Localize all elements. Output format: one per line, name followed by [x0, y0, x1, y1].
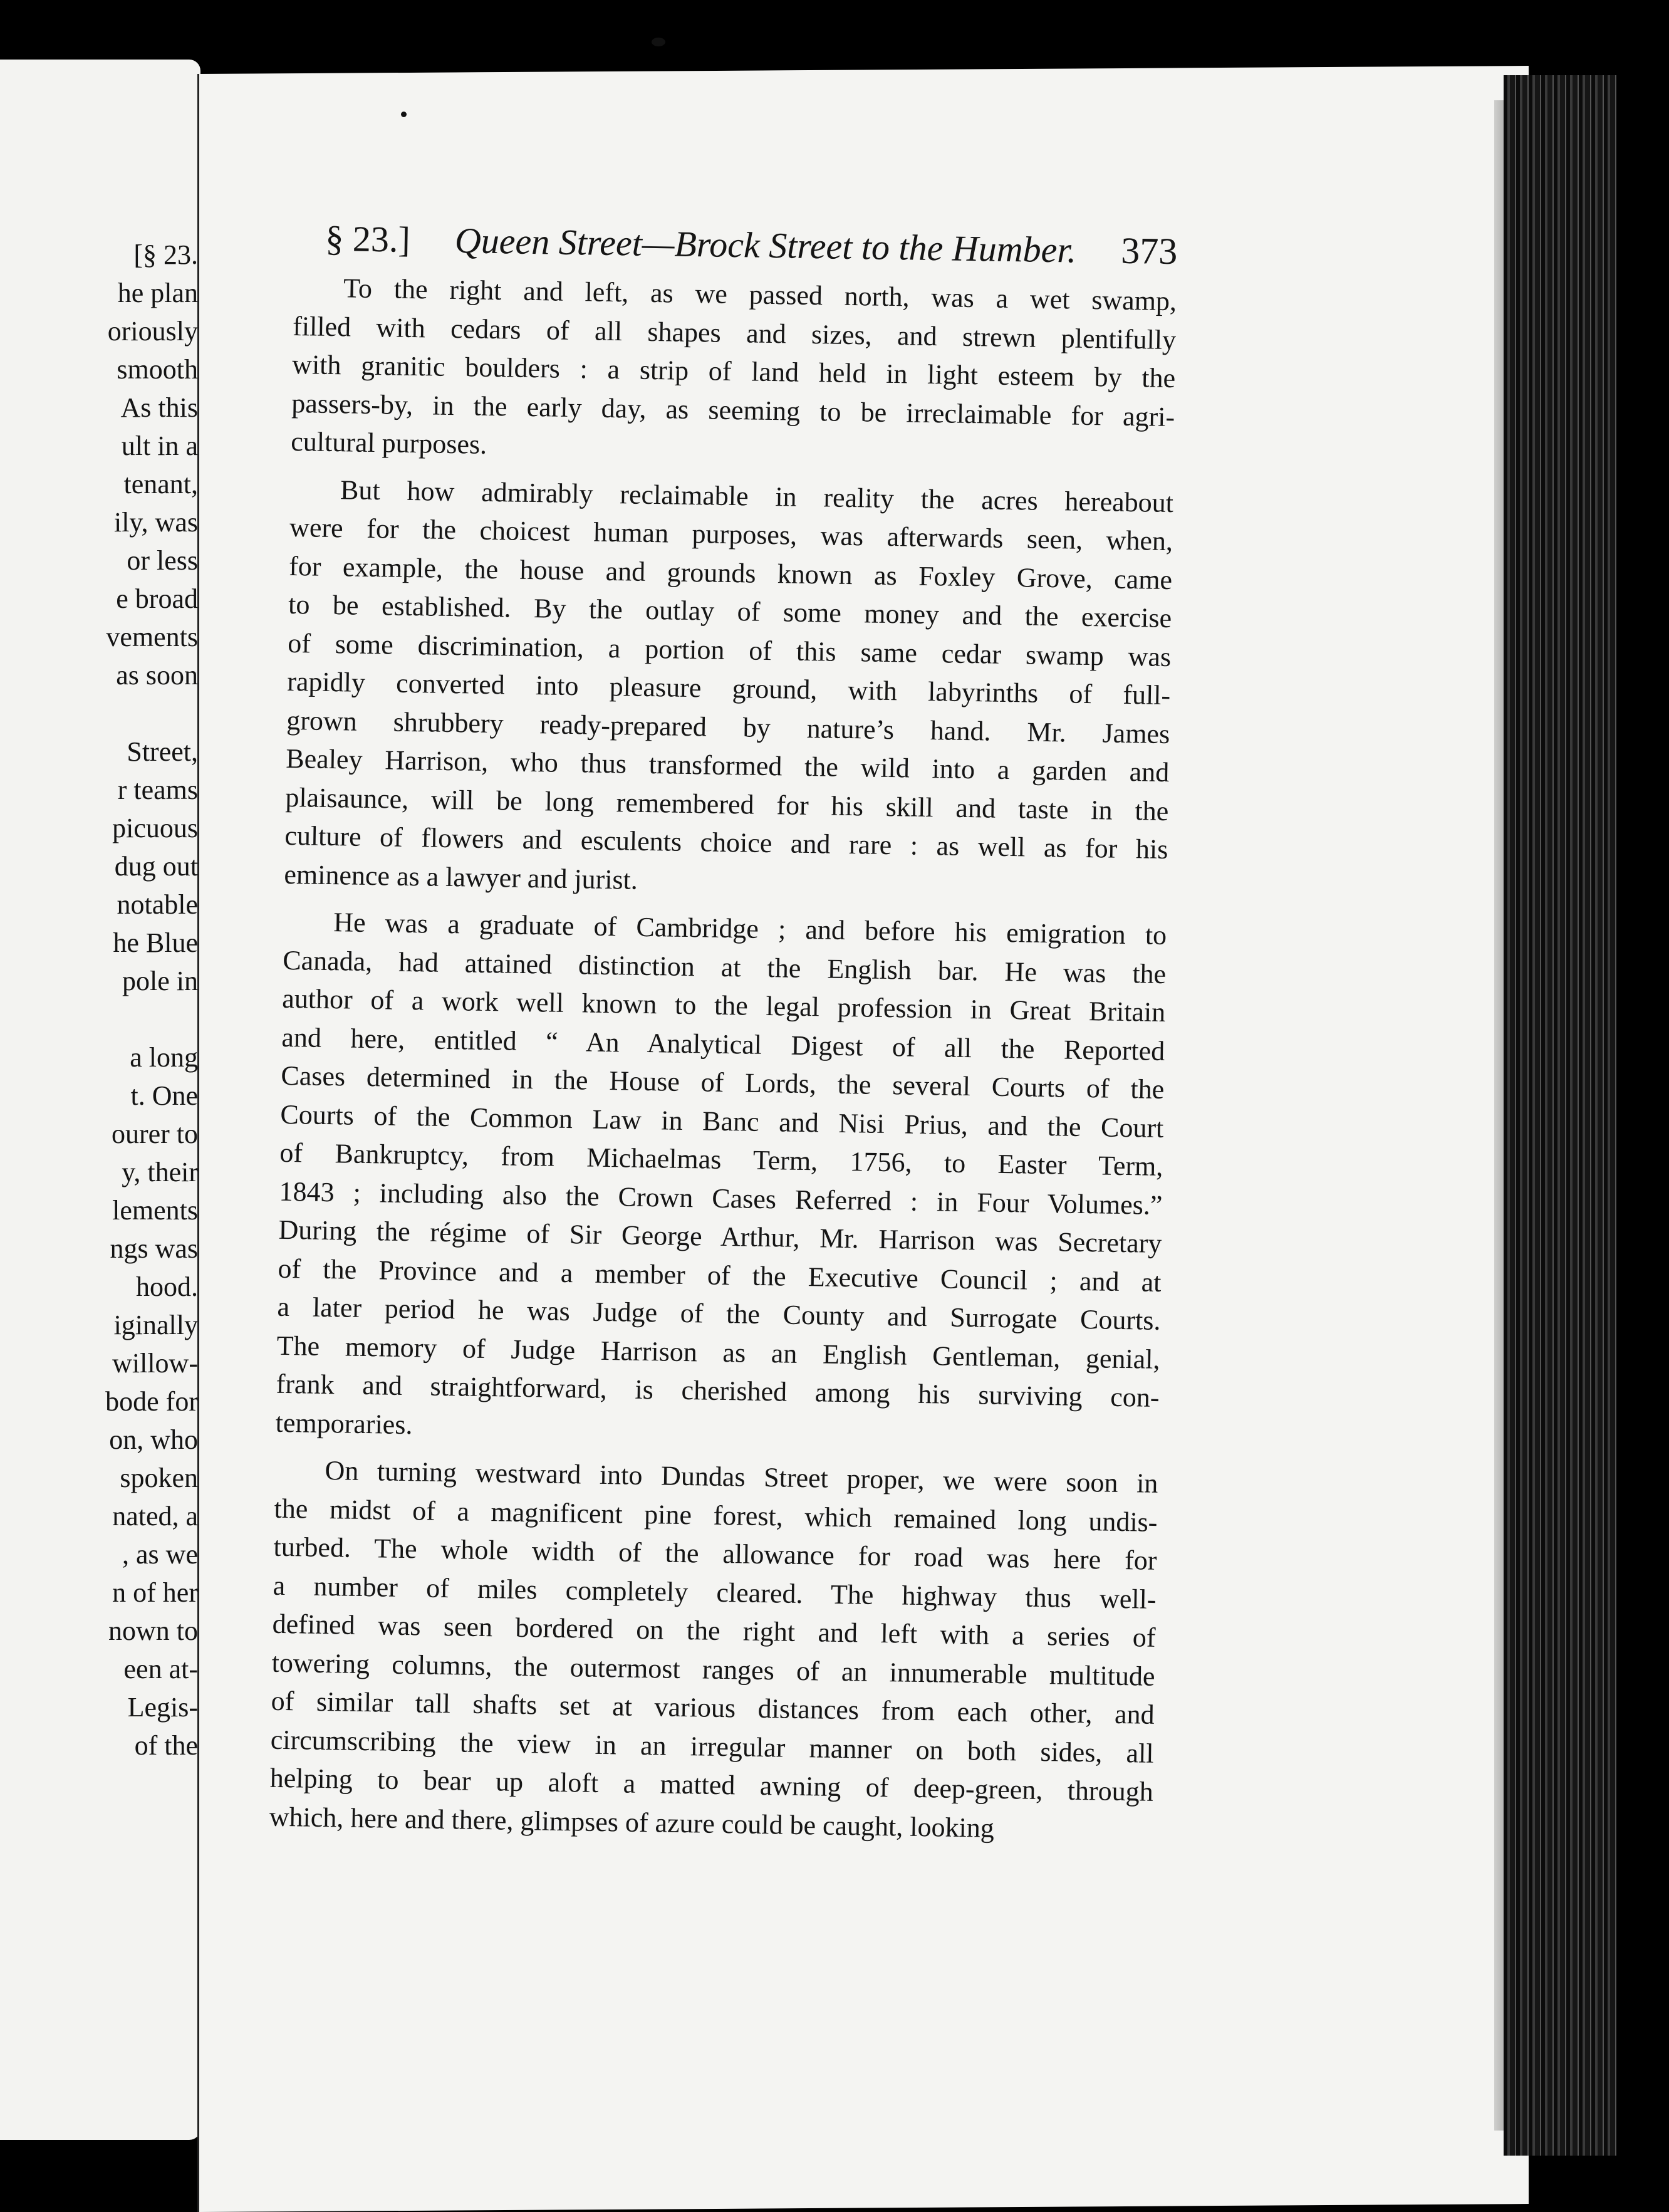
ink-speck [401, 112, 407, 117]
left-page-line: spoken [120, 1463, 198, 1493]
left-page-line: smooth [117, 354, 198, 385]
text-line: He was a graduate of Cambridge ; and before his emigration to [333, 907, 1167, 951]
left-page-line: willow- [112, 1348, 198, 1379]
text-line: rapidly converted into pleasure ground, with labyrinths of full- [286, 665, 1171, 711]
left-page-line: he plan [117, 278, 198, 308]
page-content [269, 216, 1177, 1850]
left-page-line: [§ 23. [133, 239, 198, 270]
left-page-line: picuous [112, 813, 198, 843]
text-line: On turning westward into Dundas Street proper, we were soon in [325, 1455, 1158, 1499]
text-line: Cases determined in the House of Lords, the several Courts of the [281, 1060, 1165, 1105]
left-page-line: or less [127, 545, 198, 576]
left-page-line: iginally [113, 1310, 198, 1340]
text-line: grown shrubbery ready-prepared by nature’s hand. Mr. James [286, 704, 1170, 749]
text-line: 1843 ; including also the Crown Cases Referred : in Four Volumes.” [279, 1176, 1163, 1221]
section-mark: § 23.] [325, 217, 411, 260]
text-line: Bealey Harrison, who thus transformed the wild into a garden and [286, 743, 1170, 788]
text-line: of Bankruptcy, from Michaelmas Term, 1756, to Easter Term, [279, 1137, 1163, 1182]
page-number: 373 [1120, 229, 1178, 273]
left-page-line: r teams [117, 775, 198, 805]
left-page-line: Street, [127, 736, 198, 767]
left-page-line: t. One [130, 1080, 198, 1111]
text-line: author of a work well known to the legal profession in Great Britain [282, 983, 1166, 1028]
left-page-line: nown to [108, 1615, 198, 1646]
text-line: a later period he was Judge of the County and Surrogate Courts. [277, 1291, 1161, 1336]
ink-speck [652, 38, 665, 46]
body-text [269, 268, 1177, 1850]
text-line: plaisaunce, will be long remembered for his skill and taste in the [285, 781, 1169, 827]
text-line: cultural purposes. [290, 425, 487, 460]
left-page-line: dug out [114, 851, 198, 882]
text-line: temporaries. [275, 1407, 413, 1440]
text-line: The memory of Judge Harrison as an English Gentleman, genial, [276, 1330, 1160, 1375]
paragraph [269, 1451, 1158, 1850]
text-line: passers-by, in the early day, as seeming to be irreclaimable for agri- [291, 387, 1175, 432]
left-page-line: ourer to [111, 1119, 198, 1149]
left-page-line: pole in [122, 966, 198, 996]
left-page-line: oriously [107, 316, 198, 347]
text-line: turbed. The whole width of the allowance for road was here for [273, 1531, 1157, 1576]
left-page-line: n of her [112, 1577, 198, 1608]
left-page-line: ngs was [110, 1233, 198, 1264]
text-line: circumscribing the view in an irregular manner on both sides, all [270, 1724, 1155, 1769]
text-line: towering columns, the outermost ranges of an innumerable multitude [271, 1647, 1155, 1692]
text-line: To the right and left, as we passed north, was a wet swamp, [343, 273, 1177, 317]
text-line: defined was seen bordered on the right and left with a series of [272, 1608, 1156, 1653]
left-page-line: As this [120, 392, 198, 423]
paragraph [291, 268, 1177, 475]
text-line: But how admirably reclaimable in reality the acres hereabout [340, 474, 1174, 518]
text-line: filled with cedars of all shapes and sizes, and strewn plentifully [292, 310, 1177, 355]
left-page-line: he Blue [113, 927, 198, 958]
text-line: During the régime of Sir George Arthur, Mr. Harrison was Secretary [278, 1214, 1162, 1259]
text-line: for example, the house and grounds known as Foxley Grove, came [288, 550, 1173, 595]
text-line: and here, entitled “ An Analytical Digest of all the Reported [281, 1021, 1165, 1067]
text-line: Canada, had attained distinction at the English bar. He was the [282, 944, 1167, 989]
left-page-line: lements [112, 1195, 198, 1226]
text-line: helping to bear up aloft a matted awning of deep-green, through [269, 1762, 1154, 1807]
left-page-line: bode for [105, 1386, 198, 1417]
left-page-line: on, who [109, 1424, 198, 1455]
left-page-line: as soon [116, 660, 198, 691]
left-page-line: vements [106, 622, 198, 652]
text-line: which, here and there, glimpses of azure could be caught, looking [269, 1801, 995, 1844]
left-page-line: tenant, [123, 469, 198, 499]
left-page-line: hood. [136, 1271, 198, 1302]
left-page-line: ily, was [113, 507, 198, 538]
text-line: eminence as a lawyer and jurist. [284, 858, 638, 895]
running-title: Queen Street—Brock Street to the Humber. [454, 220, 1077, 271]
left-page-line: , as we [122, 1539, 198, 1570]
left-page-line: een at- [123, 1654, 198, 1684]
text-line: were for the choicest human purposes, was afterwards seen, when, [289, 511, 1173, 557]
text-line: the midst of a magnificent pine forest, which remained long undis- [274, 1493, 1158, 1538]
left-page-line: a long [130, 1042, 198, 1073]
left-page-line: ult in a [121, 430, 198, 461]
text-line: to be established. By the outlay of some money and the exercise [288, 588, 1172, 634]
text-line: a number of miles completely cleared. The highway thus well- [273, 1570, 1157, 1615]
left-page-line: y, their [122, 1157, 198, 1187]
left-page-line: of the [134, 1730, 198, 1761]
left-page-fragment [0, 60, 200, 2140]
paragraph [275, 902, 1167, 1456]
paragraph [284, 469, 1173, 907]
text-line: frank and straightforward, is cherished among his surviving con- [276, 1368, 1160, 1413]
text-line: Courts of the Common Law in Banc and Nisi Prius, and the Court [280, 1098, 1164, 1144]
book-page-edges [1504, 75, 1616, 2156]
left-page-line: e broad [116, 583, 198, 614]
left-page-line: nated, a [112, 1501, 198, 1531]
text-line: culture of flowers and esculents choice and rare : as well as for his [284, 820, 1168, 865]
left-page-line: Legis- [127, 1692, 198, 1723]
text-line: of some discrimination, a portion of this same cedar swamp was [287, 627, 1172, 672]
text-line: with granitic boulders : a strip of land held in light esteem by the [291, 348, 1176, 394]
left-page-line: notable [117, 889, 198, 920]
text-line: of similar tall shafts set at various distances from each other, and [271, 1685, 1155, 1730]
text-line: of the Province and a member of the Executive Council ; and at [278, 1253, 1162, 1298]
